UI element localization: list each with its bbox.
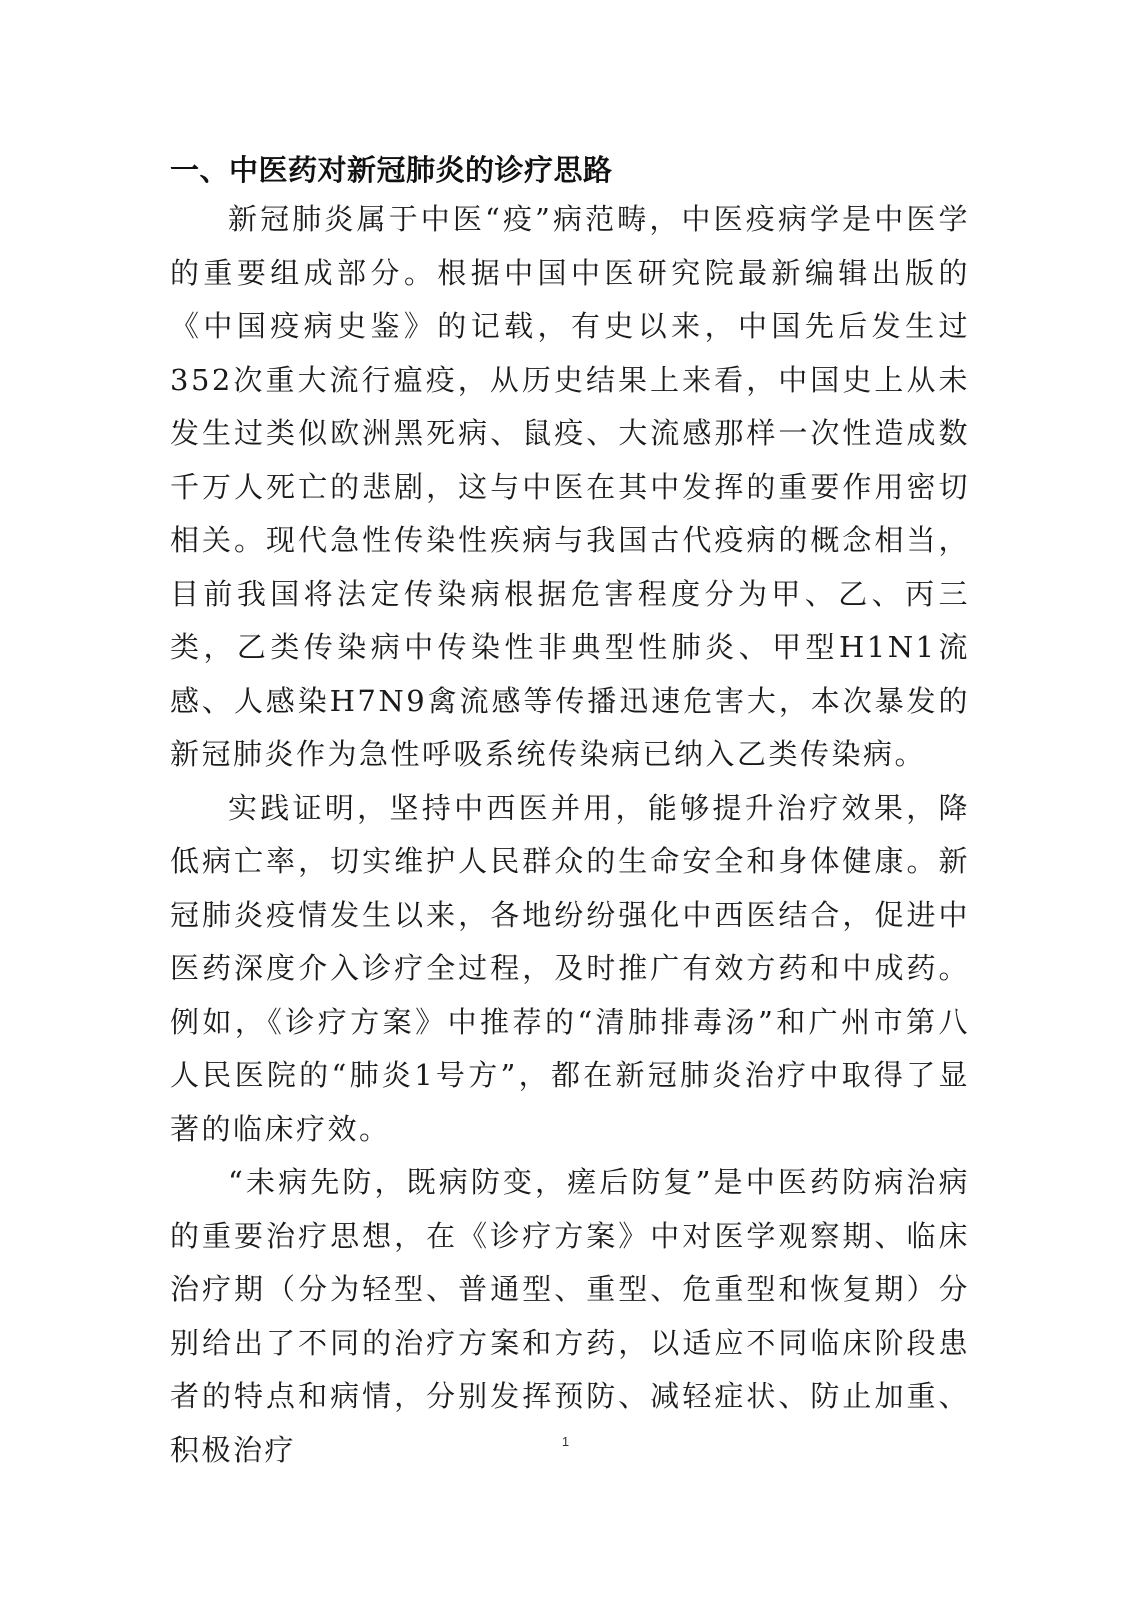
- paragraph: 新冠肺炎属于中医“疫”病范畴，中医疫病学是中医学的重要组成部分。根据中国中医研究院最新编辑出版的《中国疫病史鉴》的记载，有史以来，中国先后发生过352次重大流行瘟疫，从历史结果上来看，中国史上从未发生过类似欧洲黑死病、鼠疫、大流感那样一次性造成数千万人死亡的悲剧，这与中医在其中发挥的重要作用密切相关。现代急性传染性疾病与我国古代疫病的概念相当，目前我国将法定传染病根据危害程度分为甲、乙、丙三类，乙类传染病中传染性非典型性肺炎、甲型H1N1流感、人感染H7N9禽流感等传播迅速危害大，本次暴发的新冠肺炎作为急性呼吸系统传染病已纳入乙类传染病。: [170, 202, 970, 771]
- paragraph: 实践证明，坚持中西医并用，能够提升治疗效果，降低病亡率，切实维护人民群众的生命安全和身体健康。新冠肺炎疫情发生以来，各地纷纷强化中西医结合，促进中医药深度介入诊疗全过程，及时推广有效方药和中成药。例如，《诊疗方案》中推荐的“清肺排毒汤”和广州市第八人民医院的“肺炎1号方”，都在新冠肺炎治疗中取得了显著的临床疗效。: [170, 790, 970, 1146]
- page-number: 1: [561, 1434, 570, 1449]
- body-text: [170, 193, 970, 1477]
- section-heading: 一、中医药对新冠肺炎的诊疗思路: [170, 153, 613, 187]
- paragraph: “未病先防，既病防变，瘥后防复”是中医药防病治病的重要治疗思想，在《诊疗方案》中对医学观察期、临床治疗期（分为轻型、普通型、重型、危重型和恢复期）分别给出了不同的治疗方案和方药，以适应不同临床阶段患者的特点和病情，分别发挥预防、减轻症状、防止加重、积极治疗: [170, 1165, 970, 1467]
